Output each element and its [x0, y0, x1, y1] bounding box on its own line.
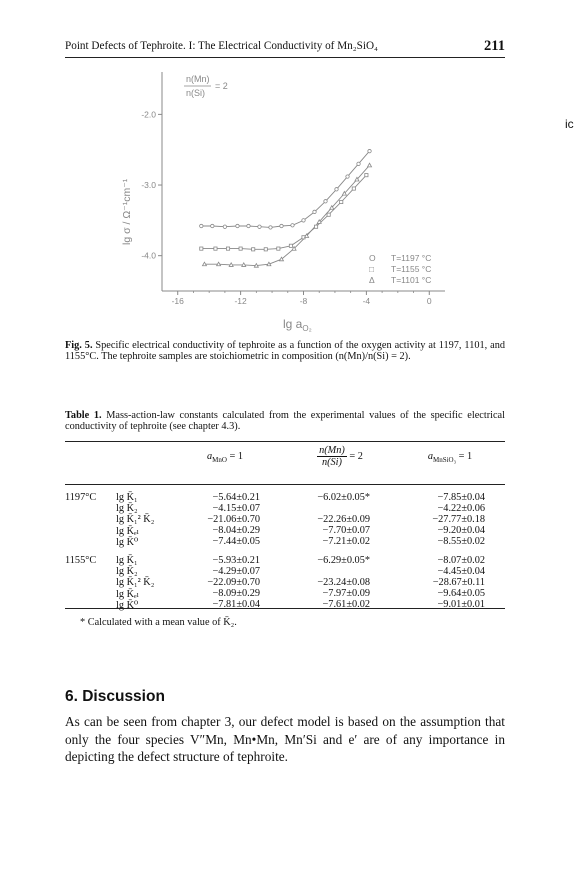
- y-tick-label: -4.0: [141, 250, 156, 261]
- data-point-1197: [291, 224, 294, 227]
- table-cell: −4.15±0.07: [212, 503, 260, 514]
- data-point-1197: [269, 226, 272, 229]
- table-cell: −5.93±0.21: [212, 555, 260, 566]
- legend-label-1101: T=1101 °C: [391, 275, 432, 285]
- table-footnote: * Calculated with a mean value of K̄₂.: [80, 617, 237, 628]
- side-fragment: ic: [565, 117, 574, 131]
- row-label: lg K̄₂: [116, 503, 138, 514]
- data-point-1197: [346, 175, 349, 178]
- data-point-1155: [264, 248, 267, 251]
- table-cell: −7.21±0.02: [322, 536, 370, 547]
- chart-ticks: [141, 109, 432, 306]
- group-temp: 1155°C: [65, 555, 97, 566]
- data-point-1197: [258, 225, 261, 228]
- table-cell: −6.02±0.05*: [317, 492, 370, 503]
- running-title: Point Defects of Tephroite. I: The Electrical Conductivity of Mn₂SiO₄: [65, 40, 378, 52]
- table-cell: −8.04±0.29: [212, 525, 260, 536]
- row-label: lg K̄₁² K̄₂: [116, 514, 155, 525]
- legend-symbol-1101: Δ: [369, 275, 375, 285]
- table-top-rule: [65, 441, 505, 442]
- table-cell: −5.64±0.21: [212, 492, 260, 503]
- legend-label-1197: T=1197 °C: [391, 253, 432, 263]
- data-point-1101: [242, 263, 246, 267]
- y-tick-label: -3.0: [141, 180, 156, 191]
- data-point-1155: [200, 247, 203, 250]
- row-label: lg K̄ₑₗ: [116, 526, 140, 537]
- ratio-label-num: n(Mn): [186, 74, 210, 84]
- table-cell: −7.70±0.07: [322, 525, 370, 536]
- figure-caption-text: Specific electrical conductivity of tephroite as a function of the oxygen activity at 1197, 1101, and 1155°C. The tephroite samples are stoichiometric in composition (n(Mn)/n(Si) = 2).: [65, 340, 505, 363]
- x-tick-label: 0: [426, 296, 432, 306]
- table-caption-label: Table 1.: [65, 410, 102, 421]
- table-cell: −8.55±0.02: [437, 536, 485, 547]
- data-point-1101: [202, 262, 206, 266]
- data-point-1155: [214, 247, 217, 250]
- data-point-1101: [254, 264, 258, 268]
- table-cell: −7.85±0.04: [437, 492, 485, 503]
- data-point-1155: [352, 187, 355, 190]
- table-cell: −9.20±0.04: [437, 525, 485, 536]
- x-tick-label: -8: [299, 296, 308, 306]
- data-point-1197: [223, 225, 226, 228]
- section-paragraph: As can be seen from chapter 3, our defect model is based on the assumption that only the four species V″Mn, Mn•Mn, Mn′Si and e′ are of any importance in depicting the defect structure of tephroite.: [65, 714, 505, 764]
- data-point-1101: [229, 263, 233, 267]
- row-label: lg K̄₁² K̄₂: [116, 577, 155, 588]
- table-cell: −8.09±0.29: [212, 588, 260, 599]
- fit-curve: [201, 151, 369, 227]
- col-header-amnsio3: $a_{MnSiO_3} = 1$: [427, 451, 473, 465]
- data-point-1197: [302, 219, 305, 222]
- x-axis-label: [283, 317, 312, 333]
- row-label: lg K̄⁰: [116, 600, 139, 611]
- legend-symbol-1155: □: [369, 264, 375, 274]
- data-point-1197: [368, 149, 371, 152]
- data-point-1101: [217, 262, 221, 266]
- data-point-1101: [267, 262, 271, 266]
- group-temp: 1197°C: [65, 492, 97, 503]
- data-point-1155: [226, 247, 229, 250]
- legend-symbol-1197: O: [369, 253, 376, 263]
- table-cell: −6.29±0.05*: [317, 555, 370, 566]
- figure-5-chart: [0, 0, 575, 340]
- figure-caption-label: Fig. 5.: [65, 340, 93, 351]
- data-point-1155: [314, 225, 317, 228]
- table-cell: −27.77±0.18: [432, 514, 485, 525]
- table-header-rule: [65, 484, 505, 485]
- chart-points: [200, 149, 372, 267]
- table-cell: −9.64±0.05: [437, 588, 485, 599]
- section-heading: 6. Discussion: [65, 688, 165, 705]
- table-cell: −21.06±0.70: [207, 514, 260, 525]
- x-tick-label: -16: [171, 296, 184, 306]
- data-point-1197: [236, 224, 239, 227]
- table-cell: −4.29±0.07: [212, 566, 260, 577]
- table-cell: −22.09±0.70: [207, 577, 260, 588]
- x-tick-label: -12: [234, 296, 247, 306]
- x-axis-label-sub: O₂: [302, 324, 312, 333]
- data-point-1197: [335, 188, 338, 191]
- data-point-1101: [368, 163, 372, 167]
- col-header-ratio: $\frac{n(Mn)}{n(Si)}$ = 2: [319, 445, 363, 468]
- y-axis-label: lg σ / Ω⁻¹cm⁻¹: [121, 178, 133, 245]
- row-label: lg K̄₁: [116, 492, 138, 503]
- data-point-1197: [200, 224, 203, 227]
- data-point-1197: [357, 162, 360, 165]
- table-bottom-rule: [65, 608, 505, 609]
- data-point-1197: [324, 200, 327, 203]
- ratio-label-den: n(Si): [186, 88, 206, 98]
- table-cell: −7.97±0.09: [322, 588, 370, 599]
- table-cell: −28.67±0.11: [432, 577, 485, 588]
- data-point-1155: [365, 174, 368, 177]
- x-axis-label-main: lg a: [283, 317, 303, 331]
- data-point-1155: [327, 213, 330, 216]
- row-label: lg K̄₁: [116, 555, 138, 566]
- table-cell: −4.22±0.06: [437, 503, 485, 514]
- fit-curve: [201, 175, 366, 249]
- table-cell: −7.61±0.02: [322, 599, 370, 610]
- table-caption-text: Mass-action-law constants calculated from the experimental values of the specific electrical conductivity of tephroite (see chapter 4.3).: [65, 410, 505, 433]
- row-label: lg K̄₂: [116, 566, 138, 577]
- figure-caption: [65, 340, 505, 363]
- y-tick-label: -2.0: [141, 109, 156, 120]
- data-point-1197: [313, 210, 316, 213]
- data-point-1155: [340, 200, 343, 203]
- table-caption: [65, 410, 505, 433]
- data-point-1197: [247, 224, 250, 227]
- table-cell: −4.45±0.04: [437, 566, 485, 577]
- x-tick-label: -4: [362, 296, 371, 306]
- row-label: lg K̄ₑₗ: [116, 589, 140, 600]
- col-header-amno: $a_{MnO} = 1$: [206, 451, 244, 465]
- legend-label-1155: T=1155 °C: [391, 264, 432, 274]
- table-cell: −8.07±0.02: [437, 555, 485, 566]
- data-point-1197: [280, 224, 283, 227]
- row-label: lg K̄⁰: [116, 537, 139, 548]
- data-point-1155: [277, 247, 280, 250]
- table-cell: −23.24±0.08: [317, 577, 370, 588]
- data-point-1155: [239, 247, 242, 250]
- page-number: 211: [484, 38, 505, 54]
- legend: [369, 253, 431, 285]
- data-point-1155: [252, 248, 255, 251]
- table-cell: −22.26±0.09: [317, 514, 370, 525]
- ratio-label-value: = 2: [215, 81, 228, 91]
- data-point-1197: [211, 224, 214, 227]
- table-cell: −9.01±0.01: [437, 599, 485, 610]
- data-point-1155: [289, 244, 292, 247]
- table-cell: −7.81±0.04: [212, 599, 260, 610]
- table-cell: −7.44±0.05: [212, 536, 260, 547]
